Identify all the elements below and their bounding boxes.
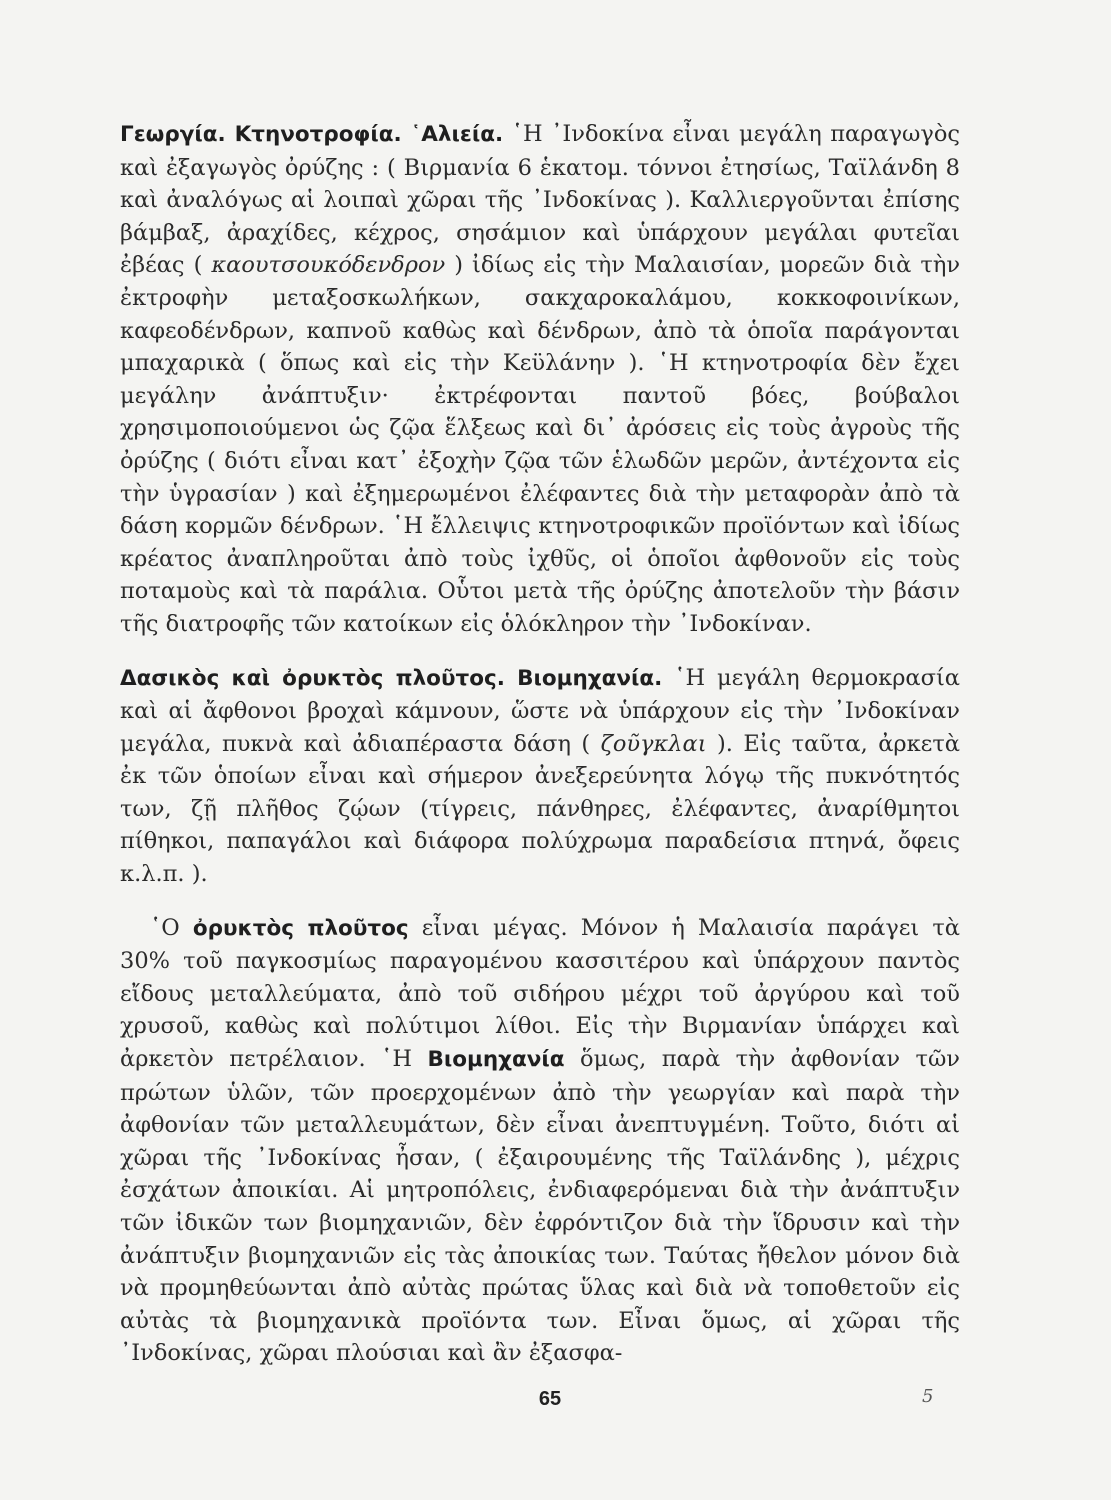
paragraph-text: ). Εἰς ταῦτα, ἀρκετὰ ἐκ τῶν ὁποίων εἶναι καὶ σήμερον ἀνεξερεύνητα λόγῳ τῆς πυκνότητός των, ζῇ πλῆθος ζῴων (τίγρεις, πάνθηρες, ἐλέφαντες, ἀναρίθμητοι πίθηκοι, παπαγάλοι καὶ διάφορα πολύχρωμα παραδείσια πτηνά, ὄφεις κ.λ.π. ). (120, 730, 960, 888)
text-block (120, 118, 960, 1370)
signature-mark: 5 (922, 1386, 934, 1407)
paragraph-text: ῾Η ᾿Ινδοκίνα εἶναι μεγάλη παραγωγὸς καὶ ἐξαγωγὸς ὀρύζης : ( Βιρμανία 6 ἑκατομ. τόννοι ἐτησίως, Ταϊλάνδη 8 καὶ ἀναλόγως αἱ λοιπαὶ χῶραι τῆς ᾿Ινδοκίνας ). Καλλιεργοῦνται ἐπίσης βάμβαξ, ἀραχίδες, κέχρος, σησάμιον καὶ ὑπάρχουν μεγάλαι φυτεῖαι ἐβέας ( (120, 121, 960, 279)
section-heading-agriculture: Γεωργία. Κτηνοτροφία. ῾Αλιεία. (120, 122, 504, 147)
paragraph-agriculture (120, 118, 960, 641)
page-number: 65 (538, 1388, 562, 1410)
paragraph-text: ῾Ο (150, 914, 193, 941)
bold-term: ὀρυκτὸς πλοῦτος (192, 915, 409, 941)
paragraph-forests-industry (120, 662, 960, 891)
bold-term: Βιομηχανία (427, 1047, 565, 1073)
section-heading-forests: Δασικὸς καὶ ὀρυκτὸς πλοῦτος. Βιομηχανία. (120, 665, 663, 691)
paragraph-text: ὅμως, παρὰ τὴν ἀφθονίαν τῶν πρώτων ὑλῶν, τῶν προερχομένων ἀπὸ τὴν γεωργίαν καὶ παρὰ τὴν ἀφθονίαν τῶν μεταλλευμάτων, δὲν εἶναι ἀνεπτυγμένη. Τοῦτο, διότι αἱ χῶραι τῆς ᾿Ινδοκίνας ἦσαν, ( ἐξαιρουμένης τῆς Ταϊλάνδης ), μέχρις ἐσχάτων ἀποικίαι. Αἱ μητροπόλεις, ἐνδιαφερόμεναι διὰ τὴν ἀνάπτυξιν τῶν ἰδικῶν των βιομηχανιῶν, δὲν ἐφρόντιζον διὰ τὴν ἵδρυσιν καὶ τὴν ἀνάπτυξιν βιομηχανιῶν εἰς τὰς ἀποικίας των. Ταύτας ἤθελον μόνον διὰ νὰ προμηθεύωνται ἀπὸ αὐτὰς πρώτας ὕλας καὶ διὰ νὰ τοποθετοῦν εἰς αὐτὰς τὰ βιομηχανικὰ προϊόντα των. Εἶναι ὅμως, αἱ χῶραι τῆς ᾿Ινδοκίνας, χῶραι πλούσιαι καὶ ἂν ἐξασφα- (120, 1046, 960, 1367)
paragraph-text: ῾Η μεγάλη θερμοκρασία καὶ αἱ ἄφθονοι βροχαὶ κάμνουν, ὥστε νὰ ὑπάρχουν εἰς τὴν ᾿Ινδοκίναν μεγάλα, πυκνὰ καὶ ἀδιαπέραστα δάση ( (120, 664, 960, 757)
paragraph-mineral-wealth (120, 912, 960, 1370)
italic-term: ζοῦγκλαι (600, 730, 707, 757)
italic-term: καουτσουκόδενδρον (211, 252, 446, 279)
paragraph-text: ) ἰδίως εἰς τὴν Μαλαισίαν, μορεῶν διὰ τὴν ἐκτροφὴν μεταξοσκωλήκων, σακχαροκαλάμου, κοκκοφοινίκων, καφεοδένδρων, καπνοῦ καθὼς καὶ δένδρων, ἀπὸ τὰ ὁποῖα παράγονται μπαχαρικὰ ( ὅπως καὶ εἰς τὴν Κεϋλάνην ). ῾Η κτηνοτροφία δὲν ἔχει μεγάλην ἀνάπτυξιν· ἐκτρέφονται παντοῦ βόες, βούβαλοι χρησιμοποιούμενοι ὡς ζῷα ἕλξεως καὶ δι᾿ ἀρόσεις εἰς τοὺς ἀγροὺς τῆς ὀρύζης ( διότι εἶναι κατ᾿ ἐξοχὴν ζῷα τῶν ἑλωδῶν μερῶν, ἀντέχοντα εἰς τὴν ὑγρασίαν ) καὶ ἐξημερωμένοι ἐλέφαντες διὰ τὴν μεταφορὰν ἀπὸ τὰ δάση κορμῶν δένδρων. ῾Η ἔλλειψις κτηνοτροφικῶν προϊόντων καὶ ἰδίως κρέατος ἀναπληροῦται ἀπὸ τοὺς ἰχθῦς, οἱ ὁποῖοι ἀφθονοῦν εἰς τοὺς ποταμοὺς καὶ τὰ παράλια. Οὗτοι μετὰ τῆς ὀρύζης ἀποτελοῦν τὴν βάσιν τῆς διατροφῆς τῶν κατοίκων εἰς ὁλόκληρον τὴν ᾿Ινδοκίναν. (120, 252, 960, 637)
paragraph-text: εἶναι μέγας. Μόνον ἡ Μαλαισία παράγει τὰ 30% τοῦ παγκοσμίως παραγομένου κασσιτέρου καὶ ὑπάρχουν παντὸς εἴδους μεταλλεύματα, ἀπὸ τοῦ σιδήρου μέχρι τοῦ ἀργύρου καὶ τοῦ χρυσοῦ, καθὼς καὶ πολύτιμοι λίθοι. Εἰς τὴν Βιρμανίαν ὑπάρχει καὶ ἀρκετὸν πετρέλαιον. ῾Η (120, 914, 960, 1073)
